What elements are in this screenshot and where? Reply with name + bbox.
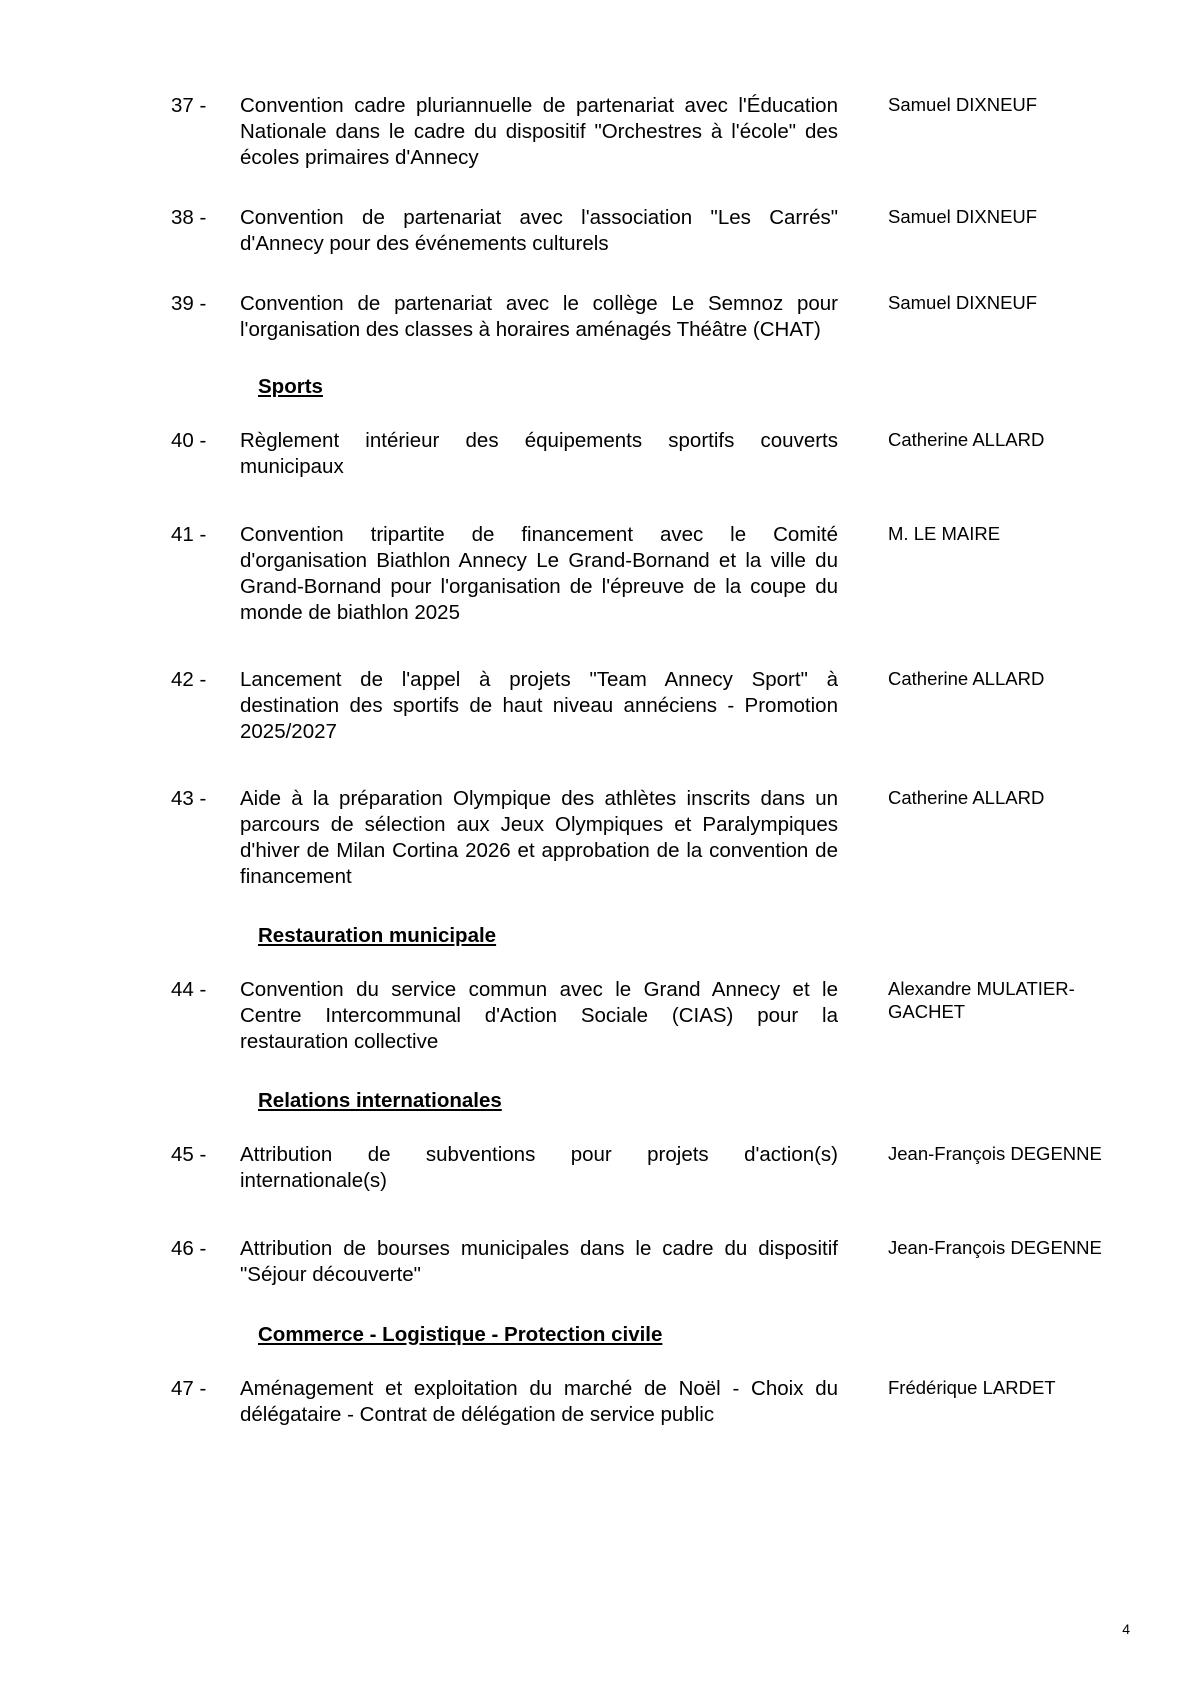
- item-number: 44 -: [171, 978, 207, 1001]
- item-number: 40 -: [171, 429, 207, 452]
- agenda-item-43: [0, 786, 1190, 890]
- page-number: 4: [1122, 1621, 1130, 1637]
- item-rapporteur: Alexandre MULATIER-GACHET: [888, 978, 1075, 1022]
- section-heading-sports: Sports: [258, 375, 323, 398]
- item-rapporteur: Jean-François DEGENNE: [888, 1143, 1102, 1164]
- item-rapporteur: Jean-François DEGENNE: [888, 1237, 1102, 1258]
- agenda-item-44: [0, 977, 1190, 1055]
- item-description: Convention du service commun avec le Grand Annecy et le Centre Intercommunal d'Action Sociale (CIAS) pour la restauration collective: [240, 978, 838, 1053]
- agenda-item-39: [0, 291, 1190, 343]
- section-heading-restauration: Restauration municipale: [258, 924, 497, 947]
- item-rapporteur: Samuel DIXNEUF: [888, 292, 1038, 313]
- item-description: Attribution de subventions pour projets d'action(s) internationale(s): [240, 1143, 838, 1192]
- agenda-item-47: [0, 1376, 1190, 1428]
- agenda-item-40: [0, 428, 1190, 480]
- agenda-item-46: [0, 1236, 1190, 1288]
- item-rapporteur: Catherine ALLARD: [888, 668, 1045, 689]
- agenda-item-37: [0, 93, 1190, 171]
- agenda-list: [0, 93, 1190, 1428]
- agenda-item-41: [0, 522, 1190, 626]
- item-description: Convention cadre pluriannuelle de partenariat avec l'Éducation Nationale dans le cadre du dispositif "Orchestres à l'école" des écoles primaires d'Annecy: [240, 94, 838, 169]
- item-description: Convention tripartite de financement avec le Comité d'organisation Biathlon Annecy Le Grand-Bornand et la ville du Grand-Bornand pour l'organisation de l'épreuve de la coupe du monde de biathlon 2025: [240, 523, 838, 624]
- item-rapporteur: Frédérique LARDET: [888, 1377, 1056, 1398]
- item-rapporteur: Catherine ALLARD: [888, 429, 1045, 450]
- item-description: Convention de partenariat avec l'association "Les Carrés" d'Annecy pour des événements culturels: [240, 206, 838, 255]
- agenda-item-42: [0, 667, 1190, 745]
- item-number: 39 -: [171, 292, 207, 315]
- section-heading-relations: Relations internationales: [258, 1089, 502, 1112]
- item-rapporteur: Samuel DIXNEUF: [888, 206, 1038, 227]
- item-description: Lancement de l'appel à projets "Team Annecy Sport" à destination des sportifs de haut niveau annéciens - Promotion 2025/2027: [240, 668, 838, 743]
- item-rapporteur: M. LE MAIRE: [888, 523, 1001, 544]
- item-number: 46 -: [171, 1237, 207, 1260]
- item-number: 37 -: [171, 94, 207, 117]
- item-rapporteur: Catherine ALLARD: [888, 787, 1045, 808]
- agenda-item-45: [0, 1142, 1190, 1194]
- item-number: 43 -: [171, 787, 207, 810]
- section-heading-commerce: Commerce - Logistique - Protection civile: [258, 1323, 663, 1346]
- item-number: 42 -: [171, 668, 207, 691]
- item-number: 41 -: [171, 523, 207, 546]
- item-description: Convention de partenariat avec le collège Le Semnoz pour l'organisation des classes à horaires aménagés Théâtre (CHAT): [240, 292, 838, 341]
- item-description: Aménagement et exploitation du marché de Noël - Choix du délégataire - Contrat de délégation de service public: [240, 1377, 838, 1426]
- item-description: Aide à la préparation Olympique des athlètes inscrits dans un parcours de sélection aux Jeux Olympiques et Paralympiques d'hiver de Milan Cortina 2026 et approbation de la convention de financement: [240, 787, 838, 888]
- item-description: Attribution de bourses municipales dans le cadre du dispositif "Séjour découverte": [240, 1237, 838, 1286]
- item-number: 45 -: [171, 1143, 207, 1166]
- item-rapporteur: Samuel DIXNEUF: [888, 94, 1038, 115]
- item-number: 38 -: [171, 206, 207, 229]
- item-number: 47 -: [171, 1377, 207, 1400]
- agenda-item-38: [0, 205, 1190, 257]
- item-description: Règlement intérieur des équipements sportifs couverts municipaux: [240, 429, 838, 478]
